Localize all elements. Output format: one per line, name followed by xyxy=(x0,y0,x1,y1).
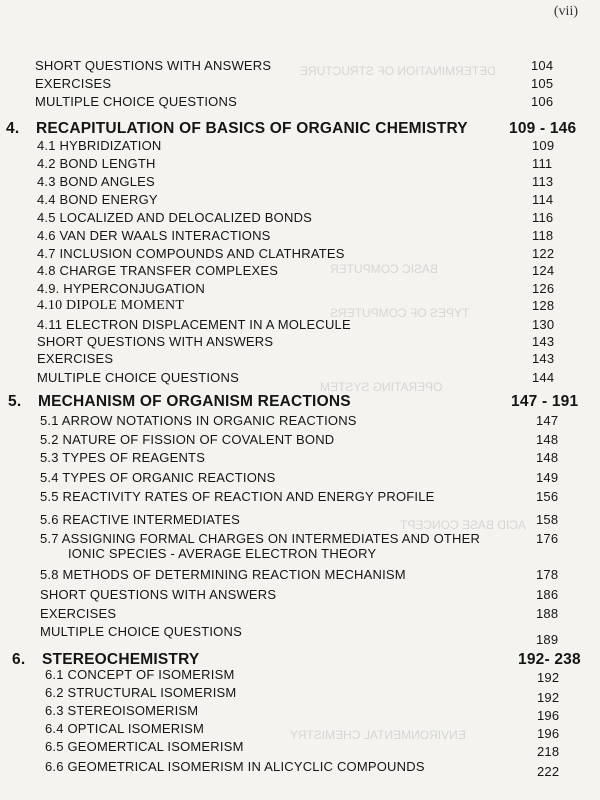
toc-entry-title: 4.3 BOND ANGLES xyxy=(37,174,155,189)
toc-entry-title: 4.4 BOND ENERGY xyxy=(37,192,158,207)
toc-entry-title: 6.5 GEOMERTICAL ISOMERISM xyxy=(45,739,244,754)
toc-entry-page: 176 xyxy=(536,531,559,546)
toc-entry-title: 5.6 REACTIVE INTERMEDIATES xyxy=(40,512,240,527)
toc-entry-page: 186 xyxy=(536,587,559,602)
toc-entry-page: 130 xyxy=(532,317,555,332)
toc-entry-page: 104 xyxy=(531,58,554,73)
toc-entry-title-continued: IONIC SPECIES - AVERAGE ELECTRON THEORY xyxy=(68,546,377,561)
toc-entry-page: 144 xyxy=(532,370,555,385)
toc-entry-page: 192 xyxy=(537,670,560,685)
toc-entry-title: SHORT QUESTIONS WITH ANSWERS xyxy=(40,587,277,602)
toc-entry-title: 4.10 DIPOLE MOMENT xyxy=(37,298,185,313)
toc-entry-title: 5.7 ASSIGNING FORMAL CHARGES ON INTERMEDIATES AND OTHER xyxy=(40,531,481,546)
toc-entry-title: 4.6 VAN DER WAALS INTERACTIONS xyxy=(37,228,271,243)
toc-entry-title: 4.5 LOCALIZED AND DELOCALIZED BONDS xyxy=(37,210,313,225)
toc-entry-page: 158 xyxy=(536,512,559,527)
chapter-number: 4. xyxy=(6,120,20,137)
toc-entry-page: 192 xyxy=(537,690,560,705)
toc-entry-title: EXERCISES xyxy=(40,606,117,621)
toc-entry-page: 147 xyxy=(536,413,559,428)
toc-entry-page: 196 xyxy=(537,726,560,741)
toc-entry-page: 105 xyxy=(531,76,554,91)
toc-entry-title: 5.3 TYPES OF REAGENTS xyxy=(40,450,206,465)
toc-entry-page: 149 xyxy=(536,470,559,485)
chapter-page-range: 192- 238 xyxy=(518,651,581,668)
toc-entry-page: 222 xyxy=(537,764,560,779)
chapter-page-range: 109 - 146 xyxy=(509,120,577,137)
toc-entry-page: 178 xyxy=(536,567,559,582)
toc-entry-title: EXERCISES xyxy=(35,76,112,91)
toc-entry-page: 114 xyxy=(532,192,554,207)
toc-entry-title: 4.1 HYBRIDIZATION xyxy=(37,138,162,153)
toc-entry-title: SHORT QUESTIONS WITH ANSWERS xyxy=(37,334,274,349)
toc-entry-page: 218 xyxy=(537,744,560,759)
toc-entry-title: 5.8 METHODS OF DETERMINING REACTION MECHANISM xyxy=(40,567,406,582)
toc-entry-title: 4.9. HYPERCONJUGATION xyxy=(37,281,205,296)
toc-entry-page: 189 xyxy=(536,632,559,647)
chapter-title: RECAPITULATION OF BASICS OF ORGANIC CHEMISTRY xyxy=(36,120,468,137)
toc-entry-page: 126 xyxy=(532,281,555,296)
toc-entry-title: 4.2 BOND LENGTH xyxy=(37,156,156,171)
toc-entry-page: 116 xyxy=(532,210,554,225)
chapter-title: STEREOCHEMISTRY xyxy=(42,651,200,668)
toc-entry-page: 122 xyxy=(532,246,555,261)
toc-entry-page: 156 xyxy=(536,489,559,504)
chapter-number: 5. xyxy=(8,393,22,410)
toc-entry-page: 109 xyxy=(532,138,555,153)
toc-entry-page: 106 xyxy=(531,94,554,109)
toc-entry-title: MULTIPLE CHOICE QUESTIONS xyxy=(40,624,242,639)
toc-entry-title: 6.6 GEOMETRICAL ISOMERISM IN ALICYCLIC COMPOUNDS xyxy=(45,759,425,774)
toc-entry-page: 143 xyxy=(532,351,555,366)
toc-entry-page: 188 xyxy=(536,606,559,621)
toc-entry-page: 143 xyxy=(532,334,555,349)
chapter-page-range: 147 - 191 xyxy=(511,393,579,410)
toc-entry-title: 4.8 CHARGE TRANSFER COMPLEXES xyxy=(37,263,279,278)
toc-entry-page: 196 xyxy=(537,708,560,723)
toc-entry-title: SHORT QUESTIONS WITH ANSWERS xyxy=(35,58,272,73)
toc-entry-page: 113 xyxy=(532,174,554,189)
page-number: (vii) xyxy=(553,4,578,19)
toc-entry-title: EXERCISES xyxy=(37,351,114,366)
toc-entry-title: 5.4 TYPES OF ORGANIC REACTIONS xyxy=(40,470,276,485)
chapter-title: MECHANISM OF ORGANISM REACTIONS xyxy=(38,393,351,410)
toc-entry-title: 4.7 INCLUSION COMPOUNDS AND CLATHRATES xyxy=(37,246,345,261)
toc-entry-title: MULTIPLE CHOICE QUESTIONS xyxy=(37,370,239,385)
toc-entry-title: 5.5 REACTIVITY RATES OF REACTION AND ENERGY PROFILE xyxy=(40,489,435,504)
toc-entry-page: 148 xyxy=(536,450,559,465)
toc-entry-title: 6.4 OPTICAL ISOMERISM xyxy=(45,721,205,736)
toc-entry-title: 5.2 NATURE OF FISSION OF COVALENT BOND xyxy=(40,432,335,447)
toc-entry-title: MULTIPLE CHOICE QUESTIONS xyxy=(35,94,237,109)
toc-entry-title: 6.2 STRUCTURAL ISOMERISM xyxy=(45,685,237,700)
toc-page: DETERMINATION OF STRUCTURE BASIC COMPUTER TYPES OF COMPUTERS OPERATING SYSTEM ACID BASE CONCEPT ENVIRONMENTAL CHEMISTRY (vii) SHORT QUESTIONS WITH ANSWERS 104 EXERCISES 105 MULTIPLE CHOICE QUESTIONS 106 4. RECAPITULATION OF BASICS OF ORGANIC CHEMISTRY 109 - 146 4.1 HYBRIDIZATION 109 4.2 BOND LENGTH 111 4.3 BOND ANGLES 113 4.4 BOND ENERGY 114 4.5 LOCALIZED AND DELOCALIZED BONDS 116 4.6 VAN DER WAALS INTERACTIONS 118 4.7 INCLUSION COMPOUNDS AND CLATHRATES 122 4.8 CHARGE TRANSFER COMPLEXES 124 4.9. HYPERCONJUGATION 126 4.10 DIPOLE MOMENT 128 4.11 ELECTRON DISPLACEMENT IN A MOLECULE 130 SHORT QUESTIONS WITH ANSWERS 143 EXERCISES 143 MULTIPLE CHOICE QUESTIONS 144 5. MECHANISM OF ORGANISM REACTIONS 147 - 191 5.1 ARROW NOTATIONS IN ORGANIC REACTIONS 147 5.2 NATURE OF FISSION OF COVALENT BOND 148 5.3 TYPES OF REAGENTS 148 5.4 TYPES OF ORGANIC REACTIONS 149 5.5 REACTIVITY RATES OF REACTION AND ENERGY PROFILE 156 5.6 REACTIVE INTERMEDIATES 158 5.7 ASSIGNING FORMAL CHARGES ON INTERMEDIATES AND OTHER IONIC SPECIES - AVERAGE ELECTRON THEORY 176 5.8 METHODS OF DETERMINING REACTION MECHANISM 178 SHORT QUESTIONS WITH ANSWERS 186 EXERCISES 188 MULTIPLE CHOICE QUESTIONS 189 6. STEREOCHEMISTRY 192- 238 6.1 CONCEPT OF ISOMERISM 192 6.2 STRUCTURAL ISOMERISM 192 6.3 STEREOISOMERISM 196 6.4 OPTICAL ISOMERISM 196 6.5 GEOMERTICAL ISOMERISM 218 6.6 GEOMETRICAL ISOMERISM IN ALICYCLIC COMPOUNDS 222 xyxy=(6,4,581,779)
chapter-number: 6. xyxy=(12,651,26,668)
toc-entry-page: 111 xyxy=(532,156,553,171)
toc-entry-page: 128 xyxy=(532,298,555,313)
toc-entry-title: 6.1 CONCEPT OF ISOMERISM xyxy=(45,667,235,682)
toc-entry-title: 4.11 ELECTRON DISPLACEMENT IN A MOLECULE xyxy=(37,317,351,332)
toc-entry-page: 124 xyxy=(532,263,555,278)
toc-entry-page: 148 xyxy=(536,432,559,447)
toc-entry-page: 118 xyxy=(532,228,554,243)
toc-entry-title: 6.3 STEREOISOMERISM xyxy=(45,703,199,718)
toc-entry-title: 5.1 ARROW NOTATIONS IN ORGANIC REACTIONS xyxy=(40,413,357,428)
